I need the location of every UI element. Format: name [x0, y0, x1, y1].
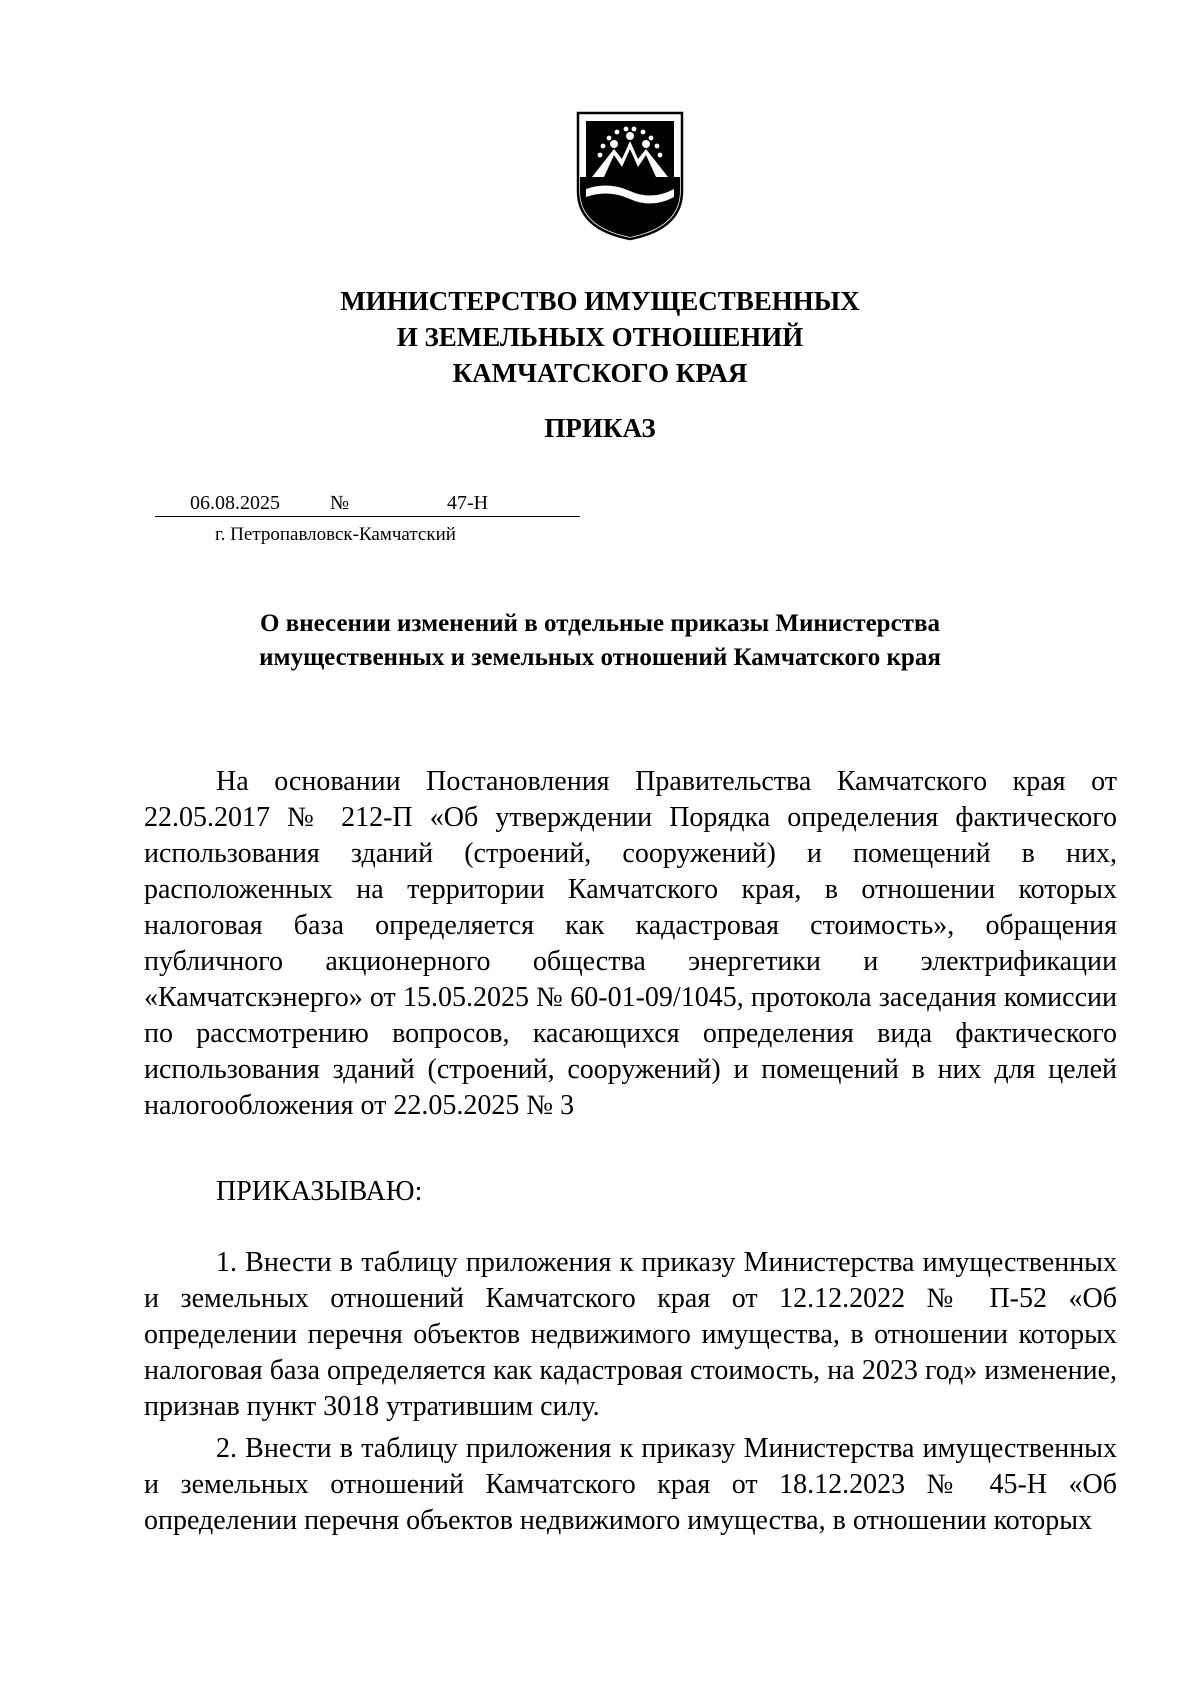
ministry-name	[0, 283, 1200, 391]
order-subject-line: имущественных и земельных отношений Камчатского края	[259, 644, 941, 671]
ministry-name-line: И ЗЕМЕЛЬНЫХ ОТНОШЕНИЙ	[396, 322, 804, 352]
preamble-paragraph: На основании Постановления Правительства Камчатского края от 22.05.2017 № 212-П «Об утверждении Порядка определения фактического использования зданий (строений, сооружений) и помещений в них, расположенных на территории Камчатского края, в отношении которых налоговая база определяется как кадастровая стоимость», обращения публичного акционерного общества энергетики и электрификации «Камчатскэнерго» от 15.05.2025 № 60-01-09/1045, протокола заседания комиссии по рассмотрению вопросов, касающихся определения вида фактического использования зданий (строений, сооружений) и помещений в них для целей налогообложения от 22.05.2025 № 3	[144, 766, 1117, 1121]
order-item-2: 2. Внести в таблицу приложения к приказу Министерства имущественных и земельных отношений Камчатского края от 18.12.2023 № 45-Н «Об определении перечня объектов недвижимого имущества, в отношении которых	[144, 1433, 1117, 1536]
order-subject	[0, 607, 1200, 675]
ministry-name-line: КАМЧАТСКОГО КРАЯ	[452, 358, 748, 388]
underline-rule	[155, 516, 580, 517]
coat-of-arms-emblem	[576, 111, 684, 241]
date-number-line	[155, 491, 580, 519]
order-directive-word: ПРИКАЗЫВАЮ:	[216, 1176, 423, 1207]
order-date: 06.08.2025	[190, 492, 280, 514]
order-subject-line: О внесении изменений в отдельные приказы Министерства	[260, 610, 940, 637]
number-sign: №	[330, 492, 350, 514]
document-type-title: ПРИКАЗ	[544, 413, 656, 443]
order-item-1: 1. Внести в таблицу приложения к приказу Министерства имущественных и земельных отношений Камчатского края от 12.12.2022 № П-52 «Об определении перечня объектов недвижимого имущества, в отношении которых налоговая база определяется как кадастровая стоимость, на 2023 год» изменение, признав пункт 3018 утратившим силу.	[144, 1247, 1117, 1422]
ministry-name-line: МИНИСТЕРСТВО ИМУЩЕСТВЕННЫХ	[340, 286, 860, 316]
order-number: 47-Н	[447, 492, 489, 514]
city-name: г. Петропавловск-Камчатский	[215, 524, 456, 545]
